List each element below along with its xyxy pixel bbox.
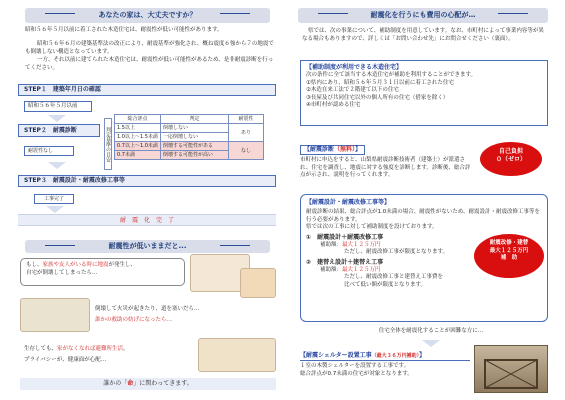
intro-paragraph-3: 一方、それ以前に建てられた木造住宅は、耐震性が低い可能性があるため、是非耐震診断を行ってください。 [25,57,274,71]
retrofit-badge-line-1: 耐震改修・建替 [489,240,529,246]
option2-note-1: ただし、耐震改修工事と建替え工事費を [344,274,444,280]
retrofit-subsidy-badge [474,234,544,278]
shelter-frame-icon [475,346,549,394]
table-cell: 0.7以上〜1.0未満 [115,142,161,151]
judgment-table [114,114,264,160]
case2-text-b: 誰かの救助の妨げになったら… [95,316,173,323]
table-cell: 倒壊しない [161,124,229,133]
footer-text-a: 誰かの「 [103,380,128,387]
diagnosis-title-a: 【耐震診断 [304,146,335,153]
retrofit-badge-line-3: 補 助 [500,255,518,261]
arrow-down-icon [422,340,440,347]
diagnosis-title-c: 】 [355,146,362,153]
table-cell: 1.0以上〜1.5未満 [115,133,161,142]
diagnosis-box [300,136,475,184]
shelter-title-b: （最大３６万円補助） [371,353,420,359]
eligible-item: ①県内にあり、昭和５６年５月３１日以前に着工された住宅 [306,79,454,86]
work-done-box: 工事完了 [34,194,74,204]
self-pay-value: ０（ゼロ） [495,156,526,163]
shelter-text-2: 総合評点が0.7未満の住宅が対象となります。 [300,370,413,377]
footer-text-c: 」に関わってきます。 [133,380,193,387]
self-pay-zero-badge [480,142,542,176]
eligible-lead: 次の条件に全て該当する木造住宅が補助を利用することができます。 [306,72,477,78]
right-banner: 耐震化を行うにも費用の心配が… [298,8,548,23]
step1-bar: STEP１ 建築年月日の確認 [18,84,276,96]
whole-house-note: 住宅全体を耐震化することが困難な方に… [378,328,484,334]
option1-subsidy-amount: 最大１２５万円 [342,241,381,248]
step2-bar: STEP２ 耐震診断 [18,124,100,137]
case1-text-c: が発生し、 [108,262,137,268]
diagnosis-title-b: （無料） [334,146,356,153]
option2-title: ② 建替え設計＋建替え工事 [306,258,384,266]
option1-subsidy-label: 補助額： [320,241,343,248]
intro-paragraph-2: 昭和５６年６月の建築基準法の改正により、耐震基準が強化され、概ね震度６強から７の地震でも倒壊しない構造となっています。 [25,41,274,55]
table-cell: 倒壊する可能性が高い [161,151,229,160]
evacuation-shelter-illustration [198,338,276,372]
case1-text-d: 自宅が倒壊してしまったら… [26,269,98,276]
case3-text-d: プライバシーが、健康面が心配… [24,356,107,363]
shelter-title-c: 】 [419,352,426,359]
case3-text [24,346,194,364]
fire-house-illustration [20,298,90,332]
eligible-title: 【補助制度が利用できる木造住宅】 [306,64,403,71]
table-cell: あり [229,124,264,142]
footer-text-b: 命 [127,380,134,387]
option2-note-2: 比べて低い額が限度となります。 [344,281,427,288]
shelter-photo [474,345,548,393]
case1-bubble [20,258,185,286]
step2-no-seismic: 耐震性なし [24,146,74,156]
footer-banner [20,378,276,390]
design-text-1: 耐震診断の結果、総合評点が1.0未満の場合、耐震性がないため、耐震設計・耐震改修工事等を行う必要があります。 [306,209,541,223]
table-cell: 一応倒壊しない [161,133,229,142]
option1-title: ① 耐震設計＋耐震改修工事 [306,233,384,241]
eligible-box [300,60,548,126]
criteria-vertical-label: 判定基準の目安 [104,118,112,170]
family-illustration [240,268,276,298]
case3-text-a: 生存しても、 [24,346,58,352]
case2-text [95,306,275,324]
diagnosis-text: 市町村に申込をすると、山梨県耐震診断技術者（建築士）が派遣され、住宅を調査し、地震に対する強度を診断します。診断後、総合評点が示され、説明を行ってくれます。 [300,157,471,178]
design-title: 【耐震設計・耐震改修工事等】 [306,199,391,206]
shelter-title-a: 【耐震シェルター設置工事 [300,352,372,359]
arrow-down-icon [46,206,64,213]
right-intro: 県では、次の事業について、補助制度を用意しています。なお、市町村によって事業内容等が異なる場合もありますので、詳しくは「お問い合わせ先」にお問合せください（裏面）。 [302,28,544,42]
eligible-item: ②木造在来工法で２階建て以下の住宅 [306,87,399,93]
eligible-item: ③長屋及び共同住宅以外の個人所有の住宅（借家を除く） [306,94,449,101]
option2-subsidy-amount: 最大１２５万円 [342,266,381,273]
case1-text-a: もし、 [26,262,43,268]
table-header: 耐震性 [229,115,264,124]
shelter-text-1: １室の木製シェルターを設置する工事です。 [300,363,410,369]
case2-text-a: 倒壊して火災が起きたり、道を塞いだら… [95,306,200,312]
diagnosis-title [300,145,365,155]
design-text-2: 県では次の工事に対して補助制度を設けております。 [306,224,438,230]
table-header: 総合評点 [115,115,161,124]
shelter-title [300,352,470,361]
table-cell: 倒壊する可能性がある [161,142,229,151]
case1-text-b: 家族や友人がいる時に地震 [42,262,109,268]
table-cell: なし [229,142,264,160]
left-banner: あなたの家は、大丈夫ですか？ [25,8,270,23]
left-banner-2: 耐震性が低いままだと... [25,240,270,253]
step1-note: 昭和５６年５月以前 [24,101,92,112]
intro-line-1: 昭和５６年５月以前に着工された木造住宅は、耐震性が低い可能性があります。 [25,27,223,33]
self-pay-label: 自己負担 [498,148,523,155]
eligible-item: ④市町村が認める住宅 [306,102,361,108]
option1-note: ただし、耐震改修工事が限度となります。 [344,249,449,255]
table-header: 判定 [161,115,229,124]
case3-text-b: 家がなくなれば避難所生活 [57,346,124,352]
table-cell: 1.5以上 [115,124,161,133]
complete-bar: 耐 震 化 完 了 [18,214,276,226]
step3-bar: STEP３ 耐震設計・耐震改修工事等 [18,175,276,187]
table-cell: 0.7未満 [115,151,161,160]
arrow-down-icon [48,162,66,169]
option2-subsidy-label: 補助額： [320,266,343,273]
retrofit-badge-line-2: 最大１２５万円 [489,247,529,254]
arrow-down-icon [48,115,66,122]
case3-text-c: 。 [123,346,129,352]
shelter-box [300,352,470,392]
